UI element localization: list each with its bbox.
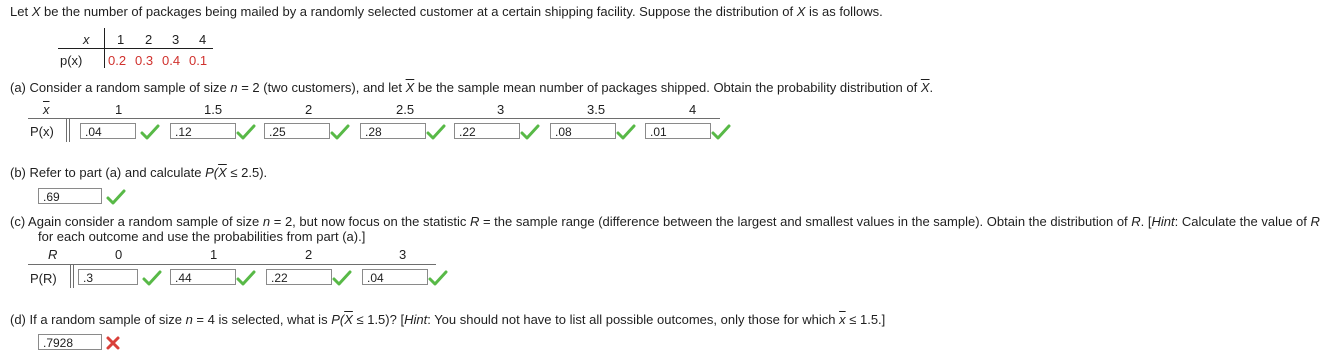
table-column-header: 1.5	[204, 102, 223, 117]
answer-input[interactable]: .04	[362, 269, 428, 285]
table-column-header: 3	[399, 247, 407, 262]
check-icon	[236, 124, 256, 140]
question-text: (a) Consider a random sample of size	[10, 80, 231, 95]
table-column-header: 1	[115, 102, 123, 117]
answer-input[interactable]: .44	[170, 269, 236, 285]
pmf-x-value: 3	[172, 32, 180, 47]
variable-xbar: $\overline{X}$	[344, 312, 353, 327]
table-column-header: 3.5	[587, 102, 606, 117]
table-divider-vertical	[69, 118, 70, 142]
variable-r: R	[1131, 214, 1141, 229]
question-text: . [	[1140, 214, 1152, 229]
hint-label: Hint	[1151, 214, 1175, 229]
problem-intro	[10, 4, 883, 19]
table-divider-vertical	[73, 264, 74, 288]
prob-expression: P(	[205, 165, 219, 180]
table-divider-vertical	[70, 264, 71, 288]
check-icon	[616, 124, 636, 140]
check-icon	[106, 189, 126, 205]
intro-text: is as follows.	[805, 4, 883, 19]
intro-text: be the number of packages being mailed by a randomly selected customer at a certain shipping facility. Suppose the distribution of	[40, 4, 797, 19]
answer-input[interactable]: .22	[454, 123, 520, 139]
check-icon	[140, 124, 160, 140]
table-header-label: $\overline{x}$	[43, 102, 50, 117]
variable-xbar: $\overline{x}$	[839, 312, 846, 327]
pmf-p-value: 0.4	[162, 53, 181, 68]
variable-n: n	[230, 80, 238, 95]
pmf-x-value: 1	[117, 32, 125, 47]
check-icon	[330, 124, 350, 140]
table-header-label: R	[48, 247, 58, 262]
pmf-p-label: p(x)	[60, 53, 83, 68]
part-d-question	[10, 312, 885, 327]
variable-x: X	[31, 4, 41, 19]
answer-input[interactable]: .7928	[38, 334, 102, 350]
table-column-header: 2.5	[396, 102, 415, 117]
answer-input[interactable]: .28	[360, 123, 426, 139]
part-c-question	[10, 214, 1320, 229]
question-text: ≤ 1.5.]	[845, 312, 886, 327]
pmf-x-value: 4	[199, 32, 207, 47]
pmf-x-label: x	[83, 32, 90, 47]
table-divider-horizontal	[28, 264, 436, 265]
table-column-header: 3	[497, 102, 505, 117]
question-text: : Calculate the value of	[1174, 214, 1311, 229]
variable-n: n	[185, 312, 193, 327]
table-column-header: 0	[115, 247, 123, 262]
variable-xbar: $\overline{X}$	[920, 80, 930, 95]
answer-input[interactable]: .01	[645, 123, 711, 139]
part-c-question-line2: for each outcome and use the probabilities from part (a).]	[38, 229, 366, 244]
answer-input[interactable]: .3	[78, 269, 138, 285]
check-icon	[520, 124, 540, 140]
table-divider-vertical	[66, 118, 67, 142]
prob-expression: ≤ 2.5).	[226, 165, 268, 180]
question-text: = 4 is selected, what is	[192, 312, 332, 327]
question-text: = 2, but now focus on the statistic	[270, 214, 470, 229]
question-text: = the sample range (difference between the largest and smallest values in the sample). Obtain the distribution of	[479, 214, 1132, 229]
check-icon	[236, 270, 256, 286]
answer-input[interactable]: .12	[170, 123, 236, 139]
variable-x: X	[796, 4, 806, 19]
part-a-question	[10, 80, 933, 95]
table-column-header: 2	[305, 247, 313, 262]
question-text: : You should not have to list all possible outcomes, only those for which	[427, 312, 840, 327]
variable-xbar: $\overline{X}$	[405, 80, 415, 95]
table-row-label	[30, 271, 57, 286]
table-row-label	[30, 124, 54, 139]
hint-label: Hint	[404, 312, 428, 327]
table-column-header: 1	[210, 247, 218, 262]
answer-input[interactable]: .25	[264, 123, 330, 139]
answer-input[interactable]: .08	[550, 123, 616, 139]
check-icon	[428, 270, 448, 286]
intro-text: Let	[10, 4, 32, 19]
check-icon	[142, 270, 162, 286]
question-text: be the sample mean number of packages shipped. Obtain the probability distribution of	[414, 80, 921, 95]
table-divider-horizontal	[28, 118, 720, 119]
variable-r: R	[469, 214, 480, 229]
row-label-text: P(x)	[30, 124, 54, 139]
answer-input[interactable]: .22	[266, 269, 332, 285]
row-label-text: P(R)	[30, 271, 57, 286]
question-text: ≤ 1.5)? [	[352, 312, 405, 327]
variable-xbar: $\overline{X}$	[218, 165, 227, 180]
part-b-question	[10, 165, 267, 180]
pmf-x-value: 2	[145, 32, 153, 47]
pmf-p-value: 0.2	[108, 53, 127, 68]
prob-expression: P(	[331, 312, 345, 327]
table-column-header: 2	[305, 102, 313, 117]
answer-input[interactable]: .04	[80, 123, 136, 139]
variable-n: n	[262, 214, 271, 229]
pmf-divider-horizontal	[58, 48, 213, 49]
check-icon	[426, 124, 446, 140]
check-icon	[332, 270, 352, 286]
table-column-header: 4	[689, 102, 697, 117]
answer-input[interactable]: .69	[38, 188, 102, 204]
pmf-p-value: 0.1	[189, 53, 208, 68]
question-text: (d) If a random sample of size	[10, 312, 186, 327]
check-icon	[711, 124, 731, 140]
question-text: .	[929, 80, 934, 95]
variable-r: R	[1310, 214, 1320, 229]
question-text: = 2 (two customers), and let	[237, 80, 406, 95]
x-icon	[106, 336, 120, 350]
question-text: (b) Refer to part (a) and calculate	[10, 165, 206, 180]
question-text: (c) Again consider a random sample of size	[10, 214, 263, 229]
pmf-p-value: 0.3	[135, 53, 154, 68]
